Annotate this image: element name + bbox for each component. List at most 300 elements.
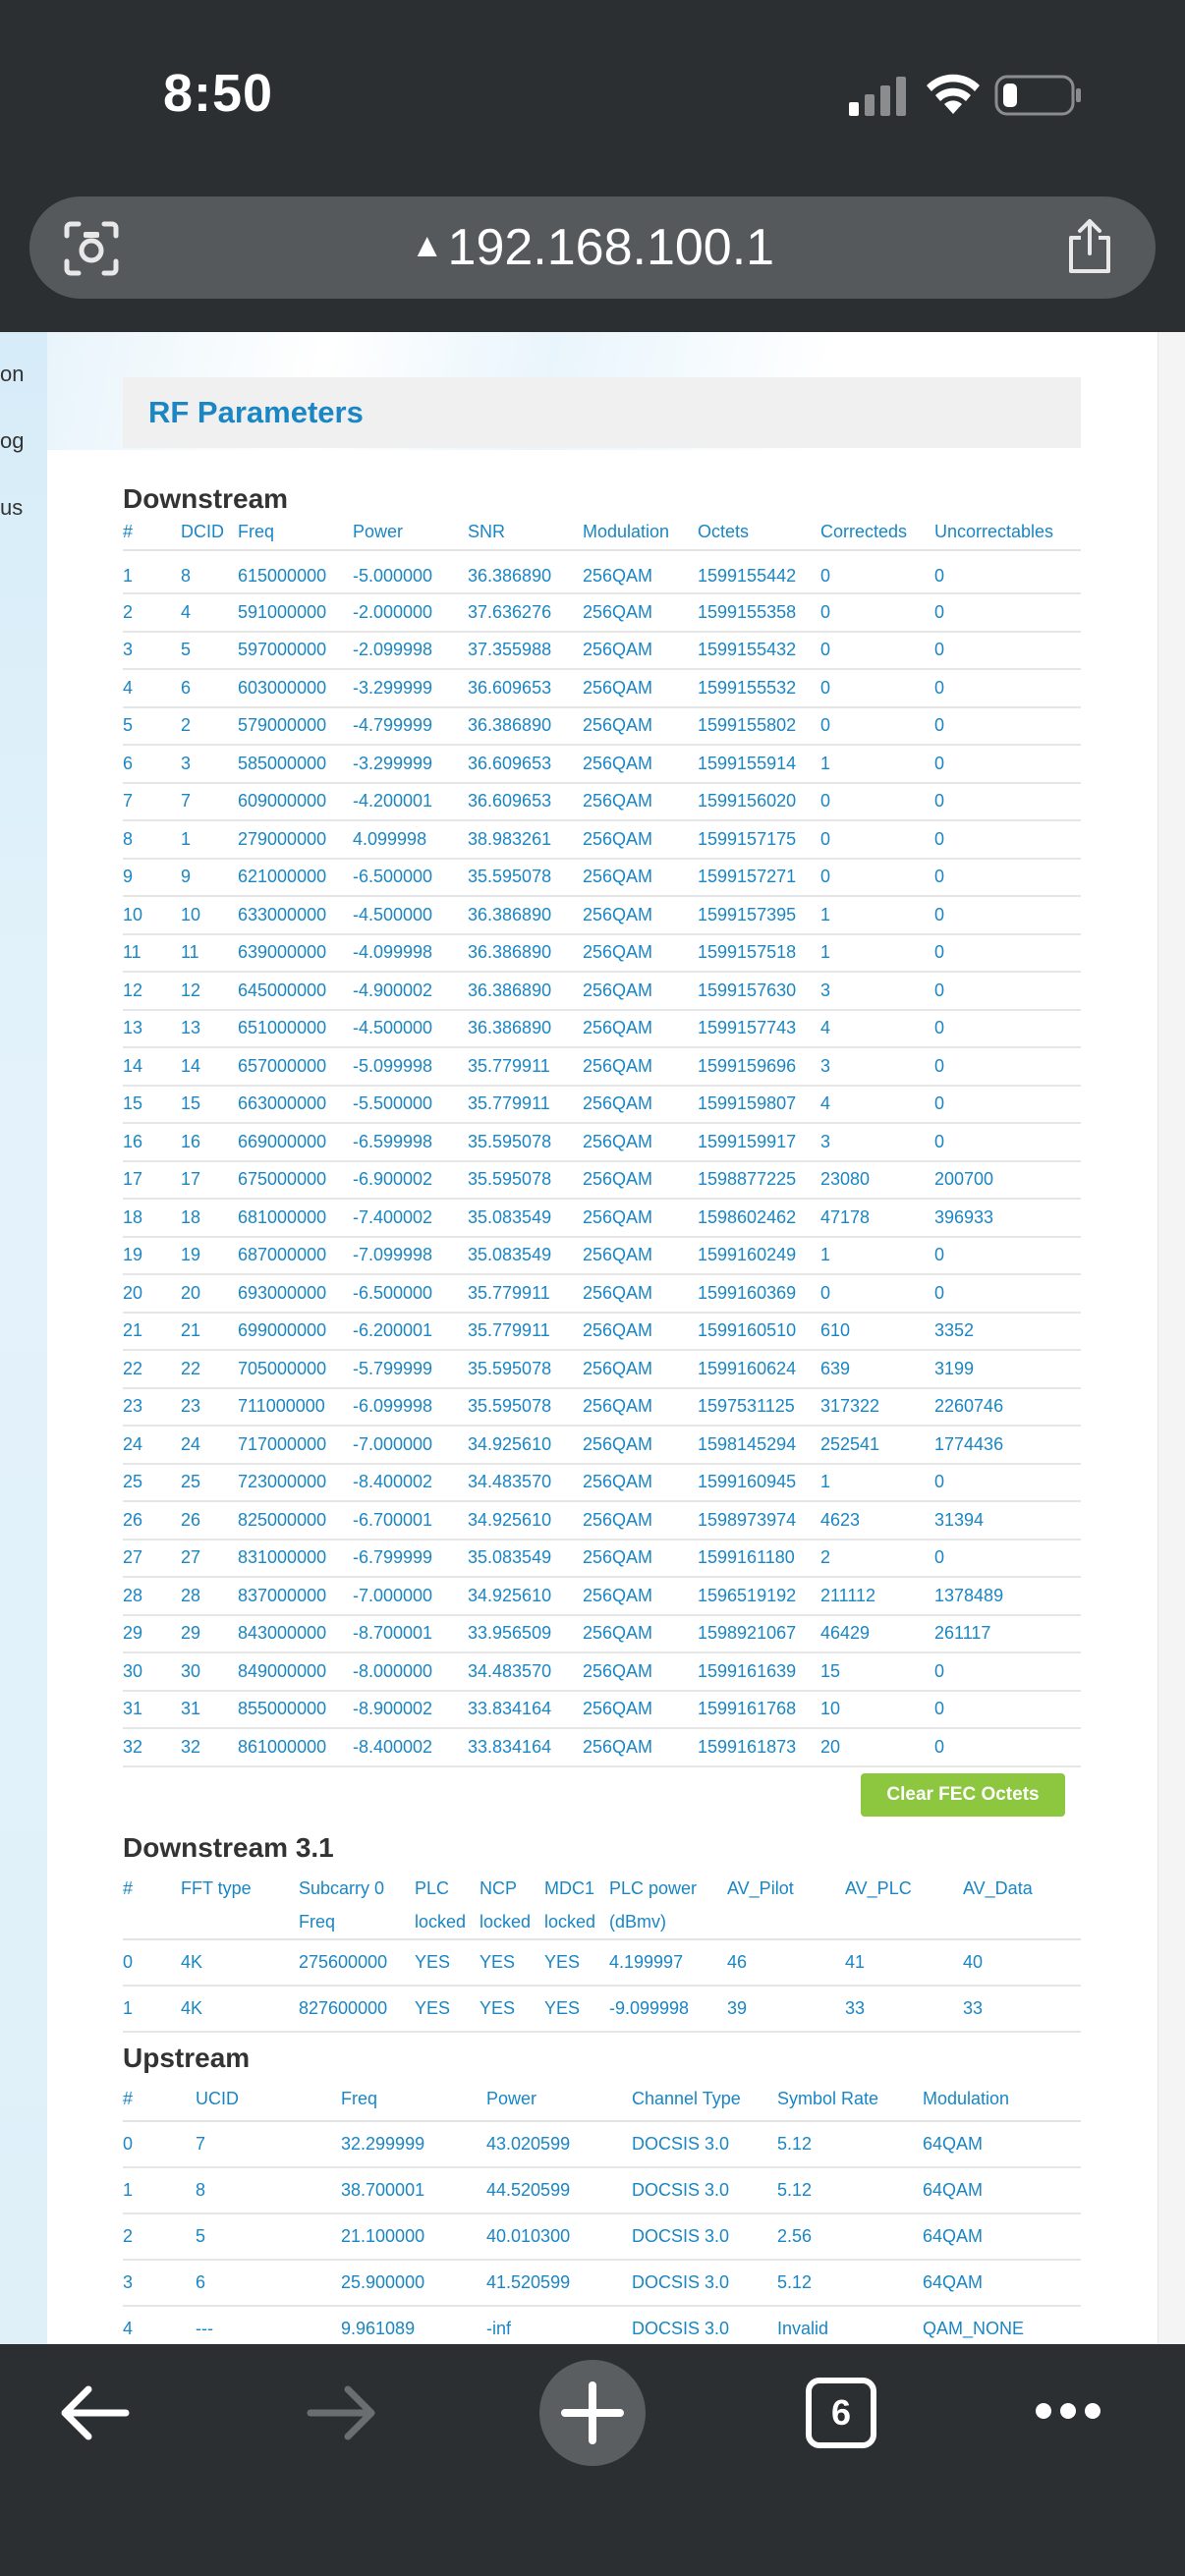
table-cell: 0	[123, 2121, 196, 2167]
table-cell: 4	[181, 593, 238, 632]
table-row	[123, 1388, 1081, 1427]
table-cell: 1378489	[934, 1577, 1081, 1615]
table-cell: 1599155802	[698, 707, 820, 746]
table-cell: 1599157630	[698, 972, 820, 1010]
table-cell: 35.779911	[468, 1047, 583, 1086]
table-cell: 26	[123, 1501, 181, 1540]
table-cell: 18	[123, 1199, 181, 1237]
table-cell: 5	[123, 707, 181, 746]
table-cell: 0	[934, 859, 1081, 897]
table-cell: -5.000000	[353, 550, 468, 593]
new-tab-icon[interactable]	[538, 2346, 647, 2480]
table-row	[123, 1010, 1081, 1048]
table-cell: 5	[196, 2213, 341, 2260]
table-row	[123, 1615, 1081, 1653]
table-cell: 1599160624	[698, 1350, 820, 1388]
table-cell: 2	[820, 1540, 934, 1578]
table-cell: 25	[123, 1464, 181, 1502]
column-header: UCID	[196, 2078, 341, 2121]
title-box	[123, 377, 1081, 448]
table-cell: 23080	[820, 1161, 934, 1200]
table-cell: 279000000	[238, 820, 353, 859]
column-header	[727, 1872, 845, 1939]
table-cell: -6.599998	[353, 1123, 468, 1161]
table-cell: -6.700001	[353, 1501, 468, 1540]
table-cell: 256QAM	[583, 593, 698, 632]
table-cell: -5.500000	[353, 1086, 468, 1124]
downstream31-heading: Downstream 3.1	[123, 1831, 334, 1863]
table-cell: 0	[934, 632, 1081, 670]
table-cell: QAM_NONE	[923, 2306, 1081, 2345]
table-cell: 0	[934, 1086, 1081, 1124]
table-cell: 1599160249	[698, 1237, 820, 1275]
table-row	[123, 1652, 1081, 1691]
table-cell: 34.483570	[468, 1464, 583, 1502]
table-cell: -7.000000	[353, 1577, 468, 1615]
battery-icon	[994, 75, 1083, 116]
table-cell: 1	[820, 745, 934, 783]
table-cell: 621000000	[238, 859, 353, 897]
table-cell: 1599159917	[698, 1123, 820, 1161]
table-cell: 1599160369	[698, 1274, 820, 1313]
url-text[interactable]: ▲192.168.100.1	[410, 219, 775, 276]
column-header: Power	[353, 515, 468, 550]
table-cell: 0	[820, 593, 934, 632]
column-header: Modulation	[923, 2078, 1081, 2121]
table-cell: 0	[820, 669, 934, 707]
table-row	[123, 2167, 1081, 2213]
table-cell: 256QAM	[583, 1199, 698, 1237]
table-cell: 639	[820, 1350, 934, 1388]
column-header: #	[123, 2078, 196, 2121]
table-cell: 7	[123, 783, 181, 821]
table-cell: Invalid	[777, 2306, 923, 2345]
table-cell: 1	[820, 1237, 934, 1275]
table-cell: 256QAM	[583, 1540, 698, 1578]
table-cell: 591000000	[238, 593, 353, 632]
table-cell: 36.386890	[468, 1010, 583, 1048]
table-cell: 1599159807	[698, 1086, 820, 1124]
table-cell: 6	[123, 745, 181, 783]
table-cell: DOCSIS 3.0	[632, 2167, 777, 2213]
table-cell: 15	[181, 1086, 238, 1124]
table-cell: 585000000	[238, 745, 353, 783]
table-cell: 3	[181, 745, 238, 783]
table-cell: 2	[123, 593, 181, 632]
column-header-line: FFT type	[181, 1877, 252, 1898]
column-header: Modulation	[583, 515, 698, 550]
table-cell: 256QAM	[583, 1350, 698, 1388]
table-cell: -5.799999	[353, 1350, 468, 1388]
table-cell: 64QAM	[923, 2121, 1081, 2167]
table-cell: 2	[123, 2213, 196, 2260]
table-cell: 837000000	[238, 1577, 353, 1615]
table-cell: 256QAM	[583, 1047, 698, 1086]
table-cell: 12	[181, 972, 238, 1010]
table-cell: 1599161873	[698, 1728, 820, 1766]
table-row	[123, 1199, 1081, 1237]
table-cell: YES	[544, 1939, 609, 1986]
table-cell: 256QAM	[583, 1010, 698, 1048]
column-header-line: PLC power	[609, 1877, 698, 1898]
column-header	[299, 1872, 415, 1939]
table-cell: 615000000	[238, 550, 353, 593]
table-cell: 2260746	[934, 1388, 1081, 1427]
table-cell: 211112	[820, 1577, 934, 1615]
table-row	[123, 1161, 1081, 1200]
table-cell: 15	[820, 1652, 934, 1691]
clear-fec-octets-button[interactable]: Clear FEC Octets	[861, 1773, 1065, 1817]
table-cell: 825000000	[238, 1501, 353, 1540]
table-cell: 64QAM	[923, 2167, 1081, 2213]
table-cell: 610	[820, 1313, 934, 1351]
table-cell: 3352	[934, 1313, 1081, 1351]
table-cell: -2.000000	[353, 593, 468, 632]
table-cell: 3	[123, 2260, 196, 2306]
table-cell: -6.900002	[353, 1161, 468, 1200]
table-cell: 0	[934, 669, 1081, 707]
table-cell: 17	[123, 1161, 181, 1200]
table-cell: -6.200001	[353, 1313, 468, 1351]
table-cell: 21.100000	[341, 2213, 486, 2260]
table-row	[123, 2260, 1081, 2306]
table-cell: 23	[123, 1388, 181, 1427]
column-header: #	[123, 515, 181, 550]
table-cell: 19	[181, 1237, 238, 1275]
table-cell: 3	[123, 632, 181, 670]
table-cell: 256QAM	[583, 859, 698, 897]
table-cell: 26	[181, 1501, 238, 1540]
table-cell: 597000000	[238, 632, 353, 670]
table-cell: 1598877225	[698, 1161, 820, 1200]
table-cell: 256QAM	[583, 1237, 698, 1275]
table-cell: 0	[820, 1274, 934, 1313]
table-cell: 29	[181, 1615, 238, 1653]
table-cell: -5.099998	[353, 1047, 468, 1086]
table-cell: -4.500000	[353, 1010, 468, 1048]
page-title: RF Parameters	[148, 395, 364, 429]
table-cell: 31	[181, 1691, 238, 1729]
table-cell: 1597531125	[698, 1388, 820, 1427]
more-icon[interactable]	[1034, 2399, 1102, 2423]
column-header-line: NCP	[480, 1877, 518, 1898]
table-cell: 38.700001	[341, 2167, 486, 2213]
table-cell: 1774436	[934, 1426, 1081, 1464]
upstream-table	[123, 2078, 1081, 2345]
table-cell: -3.299999	[353, 669, 468, 707]
table-cell: 256QAM	[583, 820, 698, 859]
column-header-line	[845, 1905, 963, 1938]
table-cell: 10	[181, 896, 238, 934]
table-cell: 36.386890	[468, 934, 583, 973]
downstream-heading: Downstream	[123, 483, 289, 514]
table-cell: 35.779911	[468, 1313, 583, 1351]
table-row	[123, 1986, 1081, 2032]
table-cell: 256QAM	[583, 669, 698, 707]
table-cell: 35.083549	[468, 1199, 583, 1237]
table-cell: 1599157271	[698, 859, 820, 897]
table-cell: 256QAM	[583, 896, 698, 934]
table-cell: 6	[196, 2260, 341, 2306]
table-cell: 33.834164	[468, 1691, 583, 1729]
table-cell: 717000000	[238, 1426, 353, 1464]
table-cell: 28	[181, 1577, 238, 1615]
table-cell: 0	[820, 632, 934, 670]
table-cell: 3199	[934, 1350, 1081, 1388]
table-cell: 0	[934, 1464, 1081, 1502]
table-cell: 317322	[820, 1388, 934, 1427]
column-header: Octets	[698, 515, 820, 550]
table-cell: 663000000	[238, 1086, 353, 1124]
table-cell: 34.925610	[468, 1426, 583, 1464]
table-cell: 32	[181, 1728, 238, 1766]
table-cell: 256QAM	[583, 1426, 698, 1464]
table-row	[123, 820, 1081, 859]
table-cell: 0	[934, 1123, 1081, 1161]
table-cell: 0	[934, 550, 1081, 593]
table-cell: 5.12	[777, 2167, 923, 2213]
table-cell: 19	[123, 1237, 181, 1275]
table-cell: 699000000	[238, 1313, 353, 1351]
table-cell: 1599157175	[698, 820, 820, 859]
fec-row	[123, 1767, 1081, 1832]
table-cell: 256QAM	[583, 632, 698, 670]
table-cell: -8.400002	[353, 1728, 468, 1766]
table-cell: 1599159696	[698, 1047, 820, 1086]
table-cell: 24	[181, 1426, 238, 1464]
column-header-line: AV_Pilot	[727, 1877, 794, 1898]
table-cell: 2	[181, 707, 238, 746]
table-cell: 639000000	[238, 934, 353, 973]
table-cell: 681000000	[238, 1199, 353, 1237]
table-cell: 21	[181, 1313, 238, 1351]
column-header-line: Freq	[299, 1911, 336, 1932]
table-row	[123, 1086, 1081, 1124]
table-cell: 0	[820, 783, 934, 821]
table-cell: -6.799999	[353, 1540, 468, 1578]
table-cell: 33	[845, 1986, 963, 2032]
table-cell: 657000000	[238, 1047, 353, 1086]
table-cell: -8.700001	[353, 1615, 468, 1653]
table-cell: 20	[123, 1274, 181, 1313]
table-cell: 0	[934, 1728, 1081, 1766]
table-cell: 1	[820, 896, 934, 934]
column-header-line	[963, 1905, 1081, 1938]
table-cell: YES	[415, 1986, 480, 2032]
table-cell: 0	[934, 745, 1081, 783]
table-cell: 4	[820, 1010, 934, 1048]
table-cell: 33.956509	[468, 1615, 583, 1653]
table-cell: 30	[181, 1652, 238, 1691]
table-cell: -6.099998	[353, 1388, 468, 1427]
table-cell: 1599160510	[698, 1313, 820, 1351]
table-row	[123, 1123, 1081, 1161]
table-row	[123, 669, 1081, 707]
table-cell: ---	[196, 2306, 341, 2345]
column-header-line	[727, 1905, 845, 1938]
table-cell: 6	[181, 669, 238, 707]
table-cell: 609000000	[238, 783, 353, 821]
table-cell: 9.961089	[341, 2306, 486, 2345]
table-cell: 861000000	[238, 1728, 353, 1766]
table-cell: 261117	[934, 1615, 1081, 1653]
table-cell: 256QAM	[583, 1123, 698, 1161]
table-cell: -7.400002	[353, 1199, 468, 1237]
table-cell: 0	[934, 593, 1081, 632]
upstream-heading: Upstream	[123, 2042, 251, 2073]
table-cell: -8.900002	[353, 1691, 468, 1729]
table-cell: 705000000	[238, 1350, 353, 1388]
table-cell: 1599161180	[698, 1540, 820, 1578]
column-header	[544, 1872, 609, 1939]
table-cell: 256QAM	[583, 1388, 698, 1427]
table-cell: 16	[181, 1123, 238, 1161]
table-cell: 4	[123, 2306, 196, 2345]
table-cell: 1599155914	[698, 745, 820, 783]
share-icon[interactable]	[1063, 218, 1116, 275]
table-cell: -7.099998	[353, 1237, 468, 1275]
table-cell: 7	[196, 2121, 341, 2167]
table-cell: 1599155442	[698, 550, 820, 593]
main-content	[123, 377, 1081, 2344]
side-nav-item[interactable]: on	[0, 362, 25, 386]
table-cell: 1598602462	[698, 1199, 820, 1237]
table-cell: 1599160945	[698, 1464, 820, 1502]
table-cell: DOCSIS 3.0	[632, 2213, 777, 2260]
table-cell: 64QAM	[923, 2213, 1081, 2260]
web-content	[0, 332, 1185, 2344]
table-cell: 4.099998	[353, 820, 468, 859]
status-time: 8:50	[163, 64, 274, 123]
table-cell: 32	[123, 1728, 181, 1766]
table-cell: 35.595078	[468, 1161, 583, 1200]
column-header-line: #	[123, 1877, 134, 1898]
column-header-line: AV_PLC	[845, 1877, 912, 1898]
table-cell: 0	[934, 783, 1081, 821]
table-cell: 35.595078	[468, 1350, 583, 1388]
table-cell: 827600000	[299, 1986, 415, 2032]
table-cell: 843000000	[238, 1615, 353, 1653]
table-cell: 20	[181, 1274, 238, 1313]
table-cell: 256QAM	[583, 1577, 698, 1615]
table-cell: 22	[123, 1350, 181, 1388]
table-cell: 711000000	[238, 1388, 353, 1427]
table-cell: 10	[123, 896, 181, 934]
table-cell: -3.299999	[353, 745, 468, 783]
table-cell: 41.520599	[486, 2260, 632, 2306]
table-cell: 3	[820, 1123, 934, 1161]
table-cell: 651000000	[238, 1010, 353, 1048]
tabs-button[interactable]	[806, 2378, 876, 2448]
table-cell: 256QAM	[583, 1615, 698, 1653]
table-cell: 28	[123, 1577, 181, 1615]
address-bar[interactable]	[29, 196, 1156, 299]
table-cell: 693000000	[238, 1274, 353, 1313]
table-cell: -4.799999	[353, 707, 468, 746]
table-cell: 20	[820, 1728, 934, 1766]
table-cell: 35.595078	[468, 1388, 583, 1427]
table-cell: 4	[123, 669, 181, 707]
table-row	[123, 2121, 1081, 2167]
column-header: Uncorrectables	[934, 515, 1081, 550]
table-cell: 35.595078	[468, 1123, 583, 1161]
table-cell: 0	[934, 1047, 1081, 1086]
table-cell: 855000000	[238, 1691, 353, 1729]
browser-toolbar	[0, 2344, 1185, 2576]
column-header	[123, 1872, 181, 1939]
column-header: Freq	[238, 515, 353, 550]
table-cell: 44.520599	[486, 2167, 632, 2213]
table-cell: 256QAM	[583, 1652, 698, 1691]
table-cell: 46	[727, 1939, 845, 1986]
table-cell: 579000000	[238, 707, 353, 746]
column-header	[609, 1872, 727, 1939]
table-row	[123, 593, 1081, 632]
table-cell: 0	[934, 1540, 1081, 1578]
table-cell: 256QAM	[583, 550, 698, 593]
table-cell: 16	[123, 1123, 181, 1161]
column-header-line: PLC	[415, 1877, 450, 1898]
back-icon[interactable]	[57, 2381, 130, 2444]
table-cell: 256QAM	[583, 1728, 698, 1766]
table-cell: 35.779911	[468, 1274, 583, 1313]
table-cell: 849000000	[238, 1652, 353, 1691]
table-cell: 1	[820, 934, 934, 973]
downstream-table	[123, 515, 1081, 1767]
table-cell: 40.010300	[486, 2213, 632, 2260]
status-bar	[0, 0, 1185, 187]
table-cell: 0	[934, 1274, 1081, 1313]
table-cell: 1	[123, 1986, 181, 2032]
table-row	[123, 1939, 1081, 1986]
table-cell: 22	[181, 1350, 238, 1388]
table-cell: 46429	[820, 1615, 934, 1653]
table-row	[123, 550, 1081, 593]
table-cell: -inf	[486, 2306, 632, 2345]
table-cell: DOCSIS 3.0	[632, 2260, 777, 2306]
table-cell: 25.900000	[341, 2260, 486, 2306]
side-nav-item[interactable]: og	[0, 428, 25, 453]
table-cell: 33	[963, 1986, 1081, 2032]
table-row	[123, 2306, 1081, 2345]
column-header-line: AV_Data	[963, 1877, 1033, 1898]
table-cell: 21	[123, 1313, 181, 1351]
side-nav-item[interactable]: us	[0, 495, 24, 520]
column-header: Freq	[341, 2078, 486, 2121]
column-header-line: locked	[415, 1911, 467, 1932]
table-cell: 645000000	[238, 972, 353, 1010]
table-cell: -7.000000	[353, 1426, 468, 1464]
table-cell: 36.386890	[468, 707, 583, 746]
table-cell: 1598145294	[698, 1426, 820, 1464]
table-row	[123, 1350, 1081, 1388]
table-cell: -8.000000	[353, 1652, 468, 1691]
table-cell: 0	[934, 972, 1081, 1010]
table-cell: 15	[123, 1086, 181, 1124]
table-cell: 256QAM	[583, 934, 698, 973]
table-row	[123, 1728, 1081, 1766]
table-cell: 36.386890	[468, 972, 583, 1010]
table-cell: YES	[544, 1986, 609, 2032]
table-cell: 13	[181, 1010, 238, 1048]
column-header	[845, 1872, 963, 1939]
table-cell: DOCSIS 3.0	[632, 2121, 777, 2167]
forward-icon[interactable]	[307, 2381, 379, 2444]
table-row	[123, 1464, 1081, 1502]
table-cell: 5.12	[777, 2260, 923, 2306]
table-cell: 0	[934, 1010, 1081, 1048]
table-cell: 200700	[934, 1161, 1081, 1200]
